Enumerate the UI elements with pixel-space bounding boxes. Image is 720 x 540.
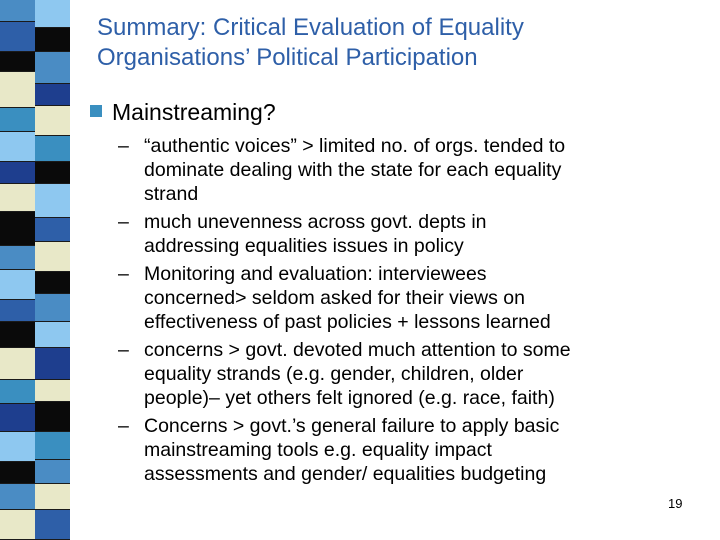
stripe-left-tile (0, 300, 35, 322)
sub-bullet-line: much unevenness across govt. depts in (144, 211, 487, 233)
stripe-right-tile (35, 348, 70, 380)
sub-bullet-item (118, 134, 688, 206)
stripe-left-tile (0, 348, 35, 380)
stripe-left-tile (0, 404, 35, 432)
stripe-left-tile (0, 212, 35, 246)
stripe-left-tile (0, 380, 35, 404)
stripe-right-tile (35, 184, 70, 218)
stripe-right-tile (35, 28, 70, 52)
sub-bullet-line: concerns > govt. devoted much attention to some (144, 339, 571, 361)
stripe-right-tile (35, 242, 70, 272)
stripe-right-tile (35, 294, 70, 322)
sub-bullet-line: equality strands (e.g. gender, children, older (144, 363, 524, 385)
title-line: Summary: Critical Evaluation of Equality (97, 14, 524, 41)
sub-bullet-line: Concerns > govt.’s general failure to apply basic (144, 415, 560, 437)
bullet-item (88, 98, 688, 126)
sub-bullet-item (118, 414, 688, 486)
sub-bullet-item (118, 210, 688, 258)
stripe-left-tile (0, 72, 35, 108)
dash-bullet-icon: – (118, 415, 129, 437)
stripe-right-tile (35, 272, 70, 294)
stripe-right-tile (35, 162, 70, 184)
stripe-left-tile (0, 432, 35, 462)
stripe-right-tile (35, 484, 70, 510)
sub-bullet-line: assessments and gender/ equalities budgeting (144, 463, 547, 485)
bullet-text: Mainstreaming? (112, 99, 276, 125)
slide-body (88, 98, 688, 490)
sub-bullet-line: concerned> seldom asked for their views on (144, 287, 525, 309)
stripe-right-tile (35, 0, 70, 28)
stripe-left-tile (0, 132, 35, 162)
stripe-left-tile (0, 322, 35, 348)
sub-bullet-line: “authentic voices” > limited no. of orgs. tended to (144, 135, 566, 157)
stripe-right-tile (35, 136, 70, 162)
stripe-left-tile (0, 162, 35, 184)
stripe-left-tile (0, 484, 35, 510)
stripe-left-tile (0, 270, 35, 300)
sub-bullet-line: Monitoring and evaluation: interviewees (144, 263, 487, 285)
sub-bullet-line: addressing equalities issues in policy (144, 235, 464, 257)
stripe-left-tile (0, 0, 35, 22)
stripe-left-tile (0, 22, 35, 52)
stripe-right-tile (35, 402, 70, 432)
stripe-right-tile (35, 84, 70, 106)
stripe-left-tile (0, 510, 35, 540)
page-number: 19 (668, 496, 683, 511)
stripe-column-right (35, 0, 70, 540)
stripe-column-left (0, 0, 35, 540)
title-line: Organisations’ Political Participation (97, 44, 478, 71)
sub-bullet-line: people)– yet others felt ignored (e.g. race, faith) (144, 387, 555, 409)
stripe-right-tile (35, 106, 70, 136)
stripe-right-tile (35, 322, 70, 348)
slide-title (97, 13, 697, 73)
sub-bullet-item (118, 262, 688, 334)
dash-bullet-icon: – (118, 135, 129, 157)
stripe-right-tile (35, 380, 70, 402)
stripe-right-tile (35, 460, 70, 484)
stripe-right-tile (35, 432, 70, 460)
decorative-stripe (0, 0, 70, 540)
stripe-right-tile (35, 218, 70, 242)
sub-bullet-line: strand (144, 183, 199, 205)
sub-bullet-line: mainstreaming tools e.g. equality impact (144, 439, 492, 461)
sub-bullet-list (118, 134, 688, 486)
stripe-left-tile (0, 184, 35, 212)
sub-bullet-line: dominate dealing with the state for each equality (144, 159, 562, 181)
stripe-right-tile (35, 510, 70, 540)
sub-bullet-line: effectiveness of past policies + lessons learned (144, 311, 551, 333)
dash-bullet-icon: – (118, 211, 129, 233)
stripe-left-tile (0, 108, 35, 132)
sub-bullet-item (118, 338, 688, 410)
stripe-left-tile (0, 52, 35, 72)
dash-bullet-icon: – (118, 263, 129, 285)
stripe-left-tile (0, 246, 35, 270)
dash-bullet-icon: – (118, 339, 129, 361)
stripe-right-tile (35, 52, 70, 84)
stripe-left-tile (0, 462, 35, 484)
square-bullet-icon (90, 105, 102, 117)
